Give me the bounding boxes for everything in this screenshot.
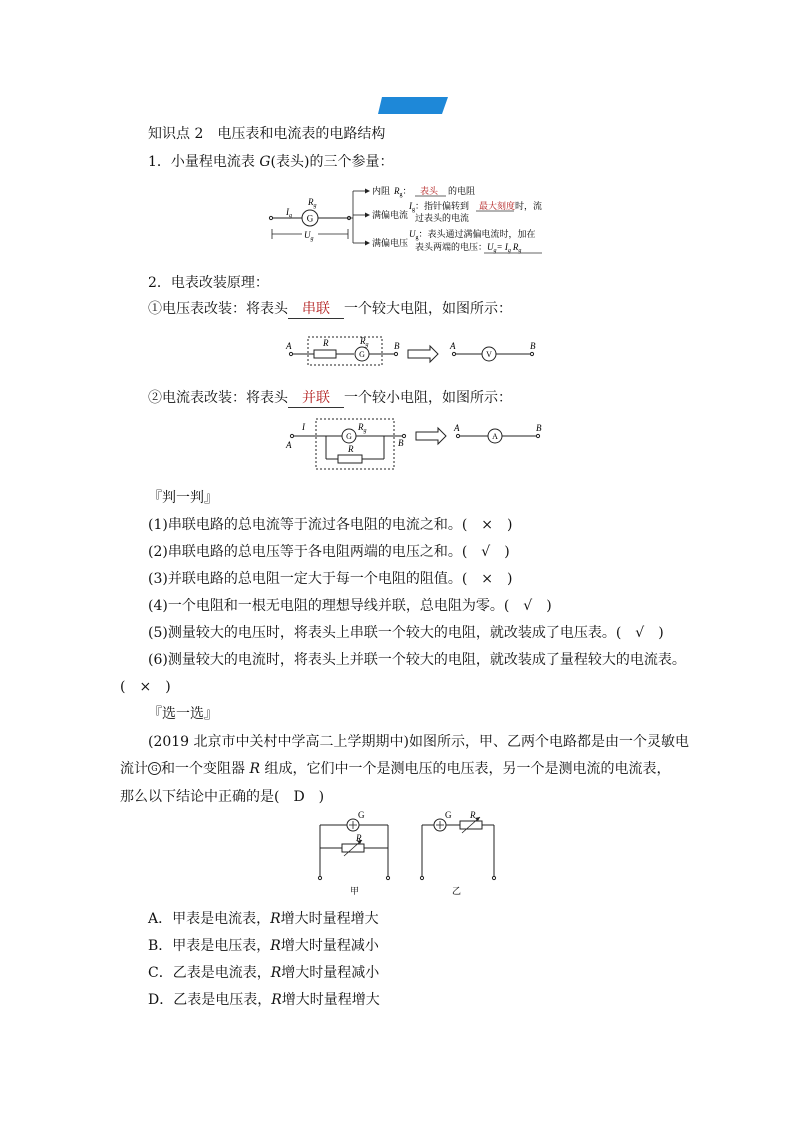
jia-g: G (358, 810, 365, 820)
rg-label: $R_g$ (308, 197, 317, 209)
b2-ans: 最大刻度 (479, 201, 516, 211)
option-c: C．乙表是电流表，R增大时量程减小 (148, 965, 380, 981)
galvanometer-parameters-figure (268, 183, 558, 261)
fig2-v: V (486, 350, 492, 359)
yi-label: 乙 (452, 886, 462, 896)
b3-line2: 表头两端的电压： (415, 242, 488, 252)
judge-item-1: (1)串联电路的总电流等于流过各电阻的电流之和。( × ) (148, 517, 513, 533)
galvanometer-symbol: G (148, 762, 161, 775)
judge-item-6-answer: ( × ) (120, 679, 171, 695)
galv-g: G (306, 213, 314, 224)
fig3-rg: $R_g$ (358, 422, 367, 434)
b3-formula: $U_g= I_g$ $R_g$ (487, 242, 522, 254)
b2-line2: 过表头的电流 (415, 213, 470, 223)
judge-item-6: (6)测量较大的电流时，将表头上并联一个较大的电阻，就改装成了量程较大的电流表。 (148, 652, 686, 668)
jia-r: R (356, 833, 362, 843)
fig2-a: A (286, 341, 292, 351)
yi-r: R (470, 810, 476, 820)
judge-item-4: (4)一个电阻和一根无电阻的理想导线并联，总电阻为零。( √ ) (148, 598, 552, 614)
b1-text-c: 的电阻 (448, 186, 476, 196)
b3-label: 满偏电压 (372, 238, 409, 248)
fig2-b: B (394, 341, 400, 351)
item-1: 1．小量程电流表 G(表头)的三个参量： (148, 154, 394, 170)
question-line-1: (2019 北京市中关村中学高二上学期期中)如图所示，甲、乙两个电路都是由一个灵敏电 (148, 734, 690, 750)
fig3-i: I (302, 422, 305, 432)
section-title: 知识点 2 电压表和电流表的电路结构 (148, 126, 386, 142)
choose-heading: 『选一选』 (148, 706, 218, 722)
question-line-3: 那么以下结论中正确的是( D ) (120, 789, 325, 805)
ig-label: $I_g$ (286, 207, 292, 219)
fig3-b2: B (536, 423, 542, 433)
b2-label: 满偏电流 (372, 210, 409, 220)
question-line-2: 流计 G 和一个变阻器 R 组成，它们中一个是测电压的电压表，另一个是测电流的电流表， (120, 761, 671, 777)
b1-label: 内阻 (372, 186, 391, 196)
ammeter-modification: ②电流表改装：将表头 并联 一个较小电阻，如图所示： (148, 387, 512, 408)
fig3-a: A (286, 440, 292, 450)
b2-text: $I_g$：指针偏转到 (409, 201, 470, 213)
judge-item-2: (2)串联电路的总电压等于各电阻两端的电压之和。( √ ) (148, 544, 510, 560)
fig3-amm: A (492, 432, 498, 441)
fig2-a2: A (450, 341, 456, 351)
fig3-r: R (348, 444, 354, 454)
voltmeter-modification: ①电压表改装：将表头 串联 一个较大电阻，如图所示： (148, 298, 512, 319)
b1-ans: 表头 (420, 186, 439, 196)
fig2-g: G (359, 350, 365, 359)
ammeter-answer: 并联 (288, 387, 344, 408)
option-d: D．乙表是电压表，R增大时量程增大 (148, 992, 380, 1008)
judge-item-3: (3)并联电路的总电阻一定大于每一个电阻的阻值。( × ) (148, 571, 513, 587)
fig3-b: B (398, 438, 404, 448)
judge-item-5: (5)测量较大的电压时，将表头上串联一个较大的电阻，就改装成了电压表。( √ ) (148, 625, 664, 641)
fig3-a2: A (454, 423, 460, 433)
b2-text-c: 时，流 (515, 201, 543, 211)
ug-label: $U_g$ (304, 230, 314, 242)
option-a: A．甲表是电流表，R增大时量程增大 (148, 911, 379, 927)
fig3-g: G (346, 432, 352, 441)
fig2-r: R (323, 338, 329, 348)
item-2: 2．电表改装原理： (148, 275, 269, 291)
b3-text: $U_g$：表头通过满偏电流时，加在 (409, 229, 536, 241)
section-badge (378, 97, 448, 115)
yi-g: G (445, 810, 452, 820)
ammeter-conversion-figure (284, 414, 554, 474)
jia-yi-circuits-figure (312, 810, 512, 900)
fig2-rg: $R_g$ (360, 336, 369, 348)
fig2-b2: B (530, 341, 536, 351)
judge-heading: 『判一判』 (148, 490, 218, 506)
voltmeter-conversion-figure (284, 335, 554, 367)
option-b: B．甲表是电压表，R增大时量程减小 (148, 938, 379, 954)
b1-text: $R_g$： (394, 186, 412, 198)
voltmeter-answer: 串联 (288, 298, 344, 319)
jia-label: 甲 (350, 886, 360, 896)
